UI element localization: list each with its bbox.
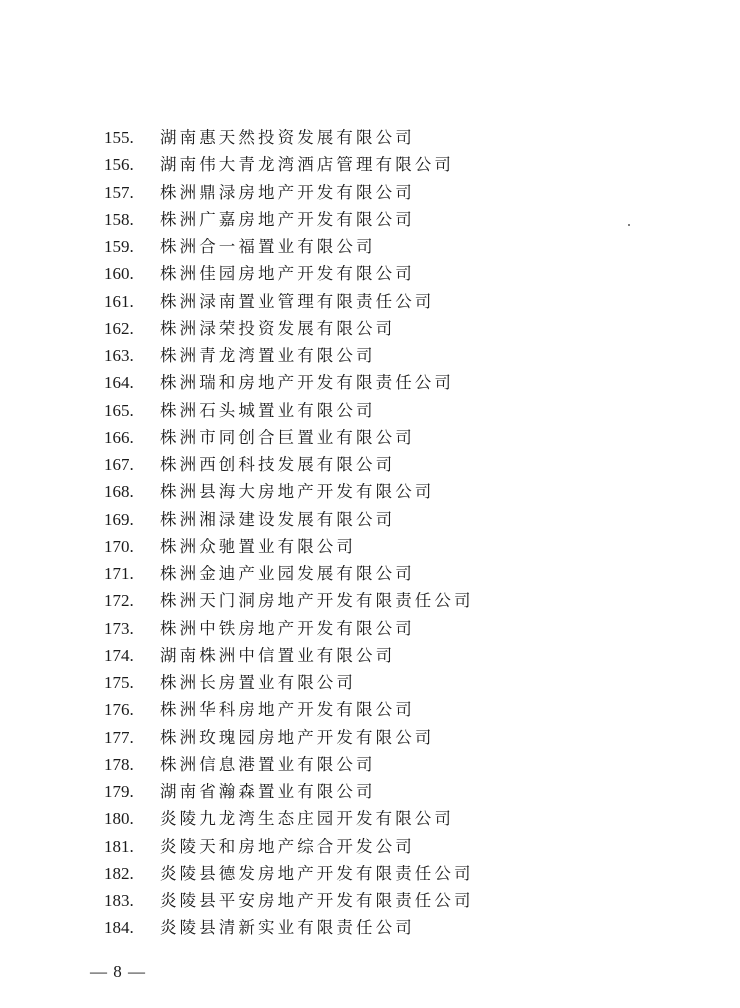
list-item-number: 183. (104, 891, 134, 910)
list-item (104, 124, 474, 151)
list-item (104, 587, 474, 614)
list-item (104, 233, 474, 260)
list-item-company-name: 湖南伟大青龙湾酒店管理有限公司 (160, 155, 454, 175)
list-item-number: 176. (104, 700, 134, 720)
list-item-company-name: 株洲信息港置业有限公司 (160, 754, 376, 774)
list-item (104, 451, 474, 478)
list-item (104, 833, 474, 860)
list-item-number: 165. (104, 400, 134, 420)
list-item-number: 173. (104, 618, 134, 638)
list-item-company-name: 株洲瑞和房地产开发有限责任公司 (160, 373, 454, 393)
list-item (104, 206, 474, 233)
list-item (104, 751, 474, 778)
list-item (104, 260, 474, 287)
company-list (104, 124, 474, 942)
list-item (104, 914, 474, 941)
list-item-number: 161. (104, 291, 134, 311)
list-item (104, 478, 474, 505)
list-item-company-name: 株洲金迪产业园发展有限公司 (160, 564, 415, 583)
list-item (104, 315, 474, 342)
list-item-number: 181. (104, 836, 134, 856)
list-item-company-name: 炎陵县平安房地产开发有限责任公司 (160, 891, 474, 910)
list-item-number: 170. (104, 536, 134, 556)
list-item-company-name: 株洲渌南置业管理有限责任公司 (160, 291, 435, 311)
list-item-number: 166. (104, 427, 134, 447)
list-item-number: 182. (104, 863, 134, 883)
list-item (104, 397, 474, 424)
list-item-number: 160. (104, 264, 134, 284)
list-item-company-name: 株洲天门洞房地产开发有限责任公司 (160, 591, 474, 611)
list-item-company-name: 株洲西创科技发展有限公司 (160, 455, 396, 474)
list-item (104, 724, 474, 751)
page-number: — 8 — (90, 962, 146, 981)
list-item-company-name: 株洲石头城置业有限公司 (160, 400, 376, 420)
list-item-company-name: 株洲县海大房地产开发有限公司 (160, 482, 435, 502)
list-item-company-name: 株洲鼎渌房地产开发有限公司 (160, 182, 415, 202)
list-item-company-name: 株洲佳园房地产开发有限公司 (160, 264, 415, 284)
list-item-company-name: 株洲玫瑰园房地产开发有限公司 (160, 727, 435, 747)
list-item (104, 533, 474, 560)
list-item-company-name: 株洲合一福置业有限公司 (160, 237, 376, 256)
list-item-company-name: 株洲中铁房地产开发有限公司 (160, 618, 415, 638)
list-item-company-name: 湖南株洲中信置业有限公司 (160, 645, 396, 665)
list-item-number: 155. (104, 128, 134, 147)
list-item-number: 168. (104, 482, 134, 502)
list-item-company-name: 株洲青龙湾置业有限公司 (160, 346, 376, 365)
list-item-number: 159. (104, 237, 134, 256)
list-item-number: 179. (104, 782, 134, 801)
list-item-number: 178. (104, 754, 134, 774)
list-item-company-name: 炎陵九龙湾生态庄园开发有限公司 (160, 809, 454, 829)
list-item (104, 369, 474, 396)
list-item-company-name: 株洲众驰置业有限公司 (160, 536, 356, 556)
list-item-company-name: 株洲市同创合巨置业有限公司 (160, 427, 415, 447)
list-item-number: 169. (104, 509, 134, 529)
list-item-number: 157. (104, 182, 134, 202)
list-item-number: 172. (104, 591, 134, 611)
list-item-number: 177. (104, 727, 134, 747)
list-item (104, 887, 474, 914)
list-item-number: 174. (104, 645, 134, 665)
list-item (104, 424, 474, 451)
list-item-company-name: 湖南省瀚森置业有限公司 (160, 782, 376, 801)
list-item-company-name: 湖南惠天然投资发展有限公司 (160, 128, 415, 147)
list-item-company-name: 株洲长房置业有限公司 (160, 673, 356, 692)
list-item (104, 778, 474, 805)
list-item-company-name: 炎陵天和房地产综合开发公司 (160, 836, 415, 856)
list-item-number: 156. (104, 155, 134, 175)
list-item-company-name: 株洲华科房地产开发有限公司 (160, 700, 415, 720)
list-item-number: 180. (104, 809, 134, 829)
list-item (104, 615, 474, 642)
list-item-company-name: 株洲广嘉房地产开发有限公司 (160, 209, 415, 229)
list-item-company-name: 株洲渌荣投资发展有限公司 (160, 318, 396, 338)
list-item-number: 164. (104, 373, 134, 393)
scan-speck (628, 224, 630, 226)
list-item-number: 163. (104, 346, 134, 365)
list-item (104, 342, 474, 369)
list-item-company-name: 株洲湘渌建设发展有限公司 (160, 509, 396, 529)
list-item-number: 184. (104, 918, 134, 938)
list-item-company-name: 炎陵县德发房地产开发有限责任公司 (160, 863, 474, 883)
list-item (104, 860, 474, 887)
list-item-number: 162. (104, 318, 134, 338)
list-item-company-name: 炎陵县清新实业有限责任公司 (160, 918, 415, 938)
list-item (104, 506, 474, 533)
list-item (104, 151, 474, 178)
list-item-number: 171. (104, 564, 134, 583)
list-item (104, 669, 474, 696)
list-item-number: 175. (104, 673, 134, 692)
list-item (104, 805, 474, 832)
list-item-number: 167. (104, 455, 134, 474)
list-item (104, 179, 474, 206)
list-item (104, 560, 474, 587)
list-item (104, 288, 474, 315)
list-item (104, 696, 474, 723)
list-item (104, 642, 474, 669)
list-item-number: 158. (104, 209, 134, 229)
